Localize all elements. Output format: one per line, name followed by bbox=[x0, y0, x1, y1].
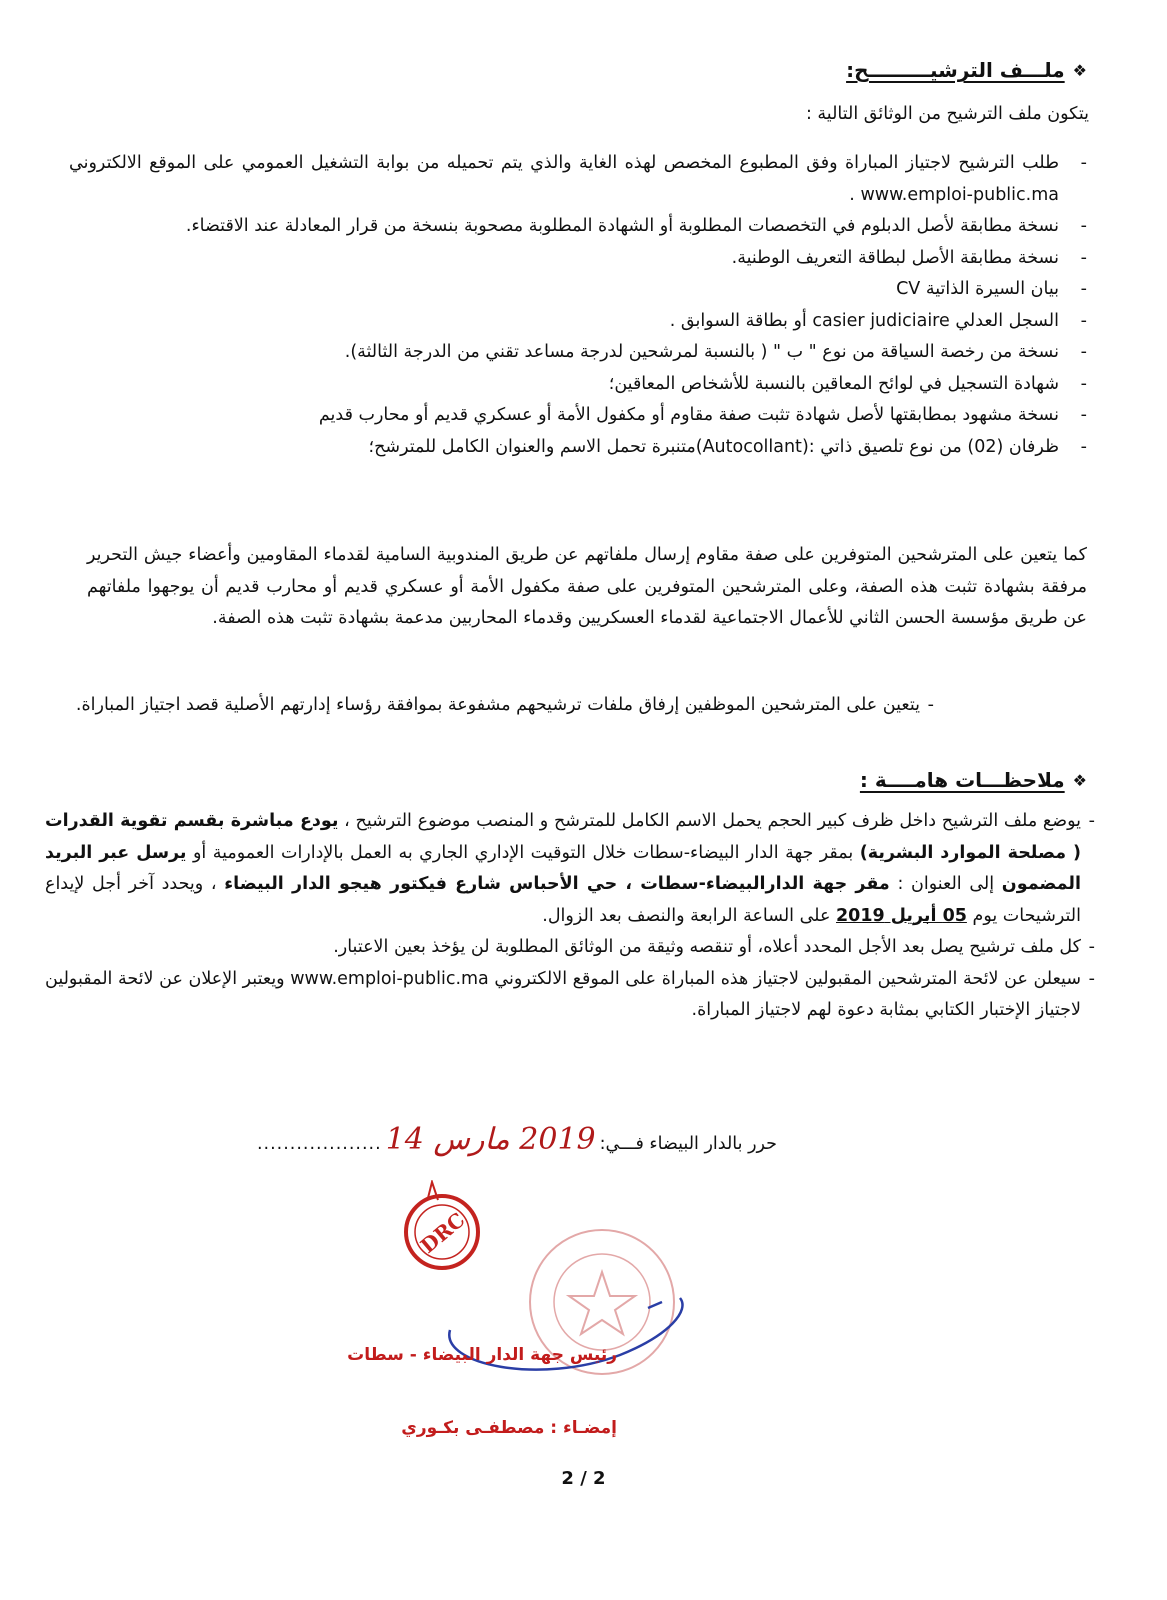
notes-p1-deposit: يودع مباشرة بقسم تقوية القدرات ( مصلحة الموارد البشرية) bbox=[45, 811, 1082, 863]
signatory-name: إمضـاء : مصطفـى بكـوري bbox=[401, 1418, 617, 1438]
list-item: - نسخة مطابقة لأصل الدبلوم في التخصصات المطلوبة أو الشهادة المطلوبة مصحوبة بنسخة من قرار المعادلة عند الاقتضاء. bbox=[69, 211, 1089, 243]
notes-p2: - كل ملف ترشيح يصل بعد الأجل المحدد أعلاه، أو تنقصه وثيقة من الوثائق المطلوبة لن يؤخذ بعين الاعتبار. bbox=[45, 932, 1095, 964]
notes-p1-g: ، ويحدد آخر أجل لإيداع الترشيحات يوم bbox=[45, 874, 1081, 926]
file-section-title: ملـــف الترشيـــــــــح: bbox=[846, 58, 1065, 82]
president-title: رئيس جهة الدار البيضاء - سطات bbox=[347, 1345, 617, 1365]
notes-p1-c: بمقر جهة الدار البيضاء-سطات خلال التوقيت الإداري الجاري به العمل بالإدارات العمومية أو bbox=[192, 842, 854, 863]
diamond-bullet-icon: ❖ bbox=[1072, 770, 1087, 790]
list-item: - شهادة التسجيل في لوائح المعاقين بالنسبة للأشخاص المعاقين؛ bbox=[69, 369, 1089, 401]
handwritten-date: 2019 مارس 14 bbox=[385, 1122, 596, 1157]
diamond-bullet-icon: ❖ bbox=[1072, 60, 1087, 80]
employees-note: - يتعين على المترشحين الموظفين إرفاق ملفات ترشيحهم مشفوعة بموافقة رؤساء إدارتهم الأصلية قصد اجتياز المباراة. bbox=[0, 690, 934, 722]
veterans-paragraph: كما يتعين على المترشحين المتوفرين على صفة مقاوم إرسال ملفاتهم عن طريق المندوبية السامية لقدماء المقاومين وأعضاء جيش التحرير مرفقة بشهادة تثبت هذه الصفة، وعلى المترشحين المتوفرين على صفة مكفول الأمة أو عسكري قديم أو محارب قديم أن يوجهوا ملفاتهم عن طريق مؤسسة الحسن الثاني للأعمال الاجتماعية لقدماء العسكريين وقدماء المحاربين مدعمة بشهادة تثبت هذه الصفة. bbox=[87, 545, 1087, 628]
list-item: - السجل العدلي casier judiciaire أو بطاقة السوابق . bbox=[69, 306, 1089, 338]
list-item: - ظرفان (02) من نوع تلصيق ذاتي :(Autocollant)متنبرة تحمل الاسم والعنوان الكامل للمترشح؛ bbox=[69, 432, 1089, 464]
notes-p1-mail: يرسل عبر البريد المضمون bbox=[45, 842, 1081, 894]
stamps-area bbox=[380, 1180, 700, 1410]
required-documents-list bbox=[69, 148, 1089, 463]
stamp-drawing bbox=[380, 1180, 700, 1410]
notes-p3: - سيعلن عن لائحة المترشحين المقبولين لاجتياز هذه المباراة على الموقع الالكتروني www.emploi-public.ma ويعتبر الإعلان عن لائحة المقبولين لاجتياز الإختبار الكتابي بمثابة دعوة لهم لاجتياز المباراة. bbox=[45, 964, 1095, 1027]
page-number: 2 / 2 bbox=[561, 1468, 606, 1489]
notes-p1-h: على الساعة الرابعة والنصف بعد الزوال. bbox=[542, 905, 831, 926]
file-section-heading bbox=[846, 58, 1087, 82]
deadline-date: 05 أبريل 2019 bbox=[836, 905, 967, 926]
svg-text:DRC: DRC bbox=[415, 1207, 470, 1258]
list-item: - نسخة مطابقة الأصل لبطاقة التعريف الوطنية. bbox=[69, 243, 1089, 275]
notes-p1-e: إلى العنوان : bbox=[897, 874, 995, 894]
notes-section-title: ملاحظـــات هامــــة : bbox=[859, 768, 1065, 792]
date-dots: ................... bbox=[256, 1134, 382, 1154]
list-item: - نسخة من رخصة السياقة من نوع " ب " ( بالنسبة لمرشحين لدرجة مساعد تقني من الدرجة الثالثة). bbox=[69, 337, 1089, 369]
notes-section-heading bbox=[860, 768, 1087, 792]
list-item: - بيان السيرة الذاتية CV bbox=[69, 274, 1089, 306]
notes-paragraph-1 bbox=[45, 806, 1095, 1027]
list-item: - نسخة مشهود بمطابقتها لأصل شهادة تثبت صفة مقاوم أو مكفول الأمة أو عسكري قديم أو محارب قديم bbox=[69, 400, 1089, 432]
notes-p1-a: يوضع ملف الترشيح داخل ظرف كبير الحجم يحمل الاسم الكامل للمترشح و المنصب موضوع الترشيح ، bbox=[344, 811, 1081, 831]
notes-p1-address: مقر جهة الدارالبيضاء-سطات ، حي الأحباس شارع فيكتور هيجو الدار البيضاء bbox=[224, 874, 890, 894]
file-section-intro: يتكون ملف الترشيح من الوثائق التالية : bbox=[805, 104, 1089, 124]
notes-p1-line bbox=[45, 806, 1095, 932]
place-label: حرر بالدار البيضاء فـــي: bbox=[599, 1134, 777, 1154]
signature-place-date bbox=[257, 1122, 777, 1157]
list-item: - طلب الترشيح لاجتياز المباراة وفق المطبوع المخصص لهذه الغاية والذي يتم تحميله من بوابة التشغيل العمومي على الموقع الالكتروني www.emploi-public.ma . bbox=[69, 148, 1089, 211]
red-stamp-icon bbox=[406, 1182, 478, 1268]
